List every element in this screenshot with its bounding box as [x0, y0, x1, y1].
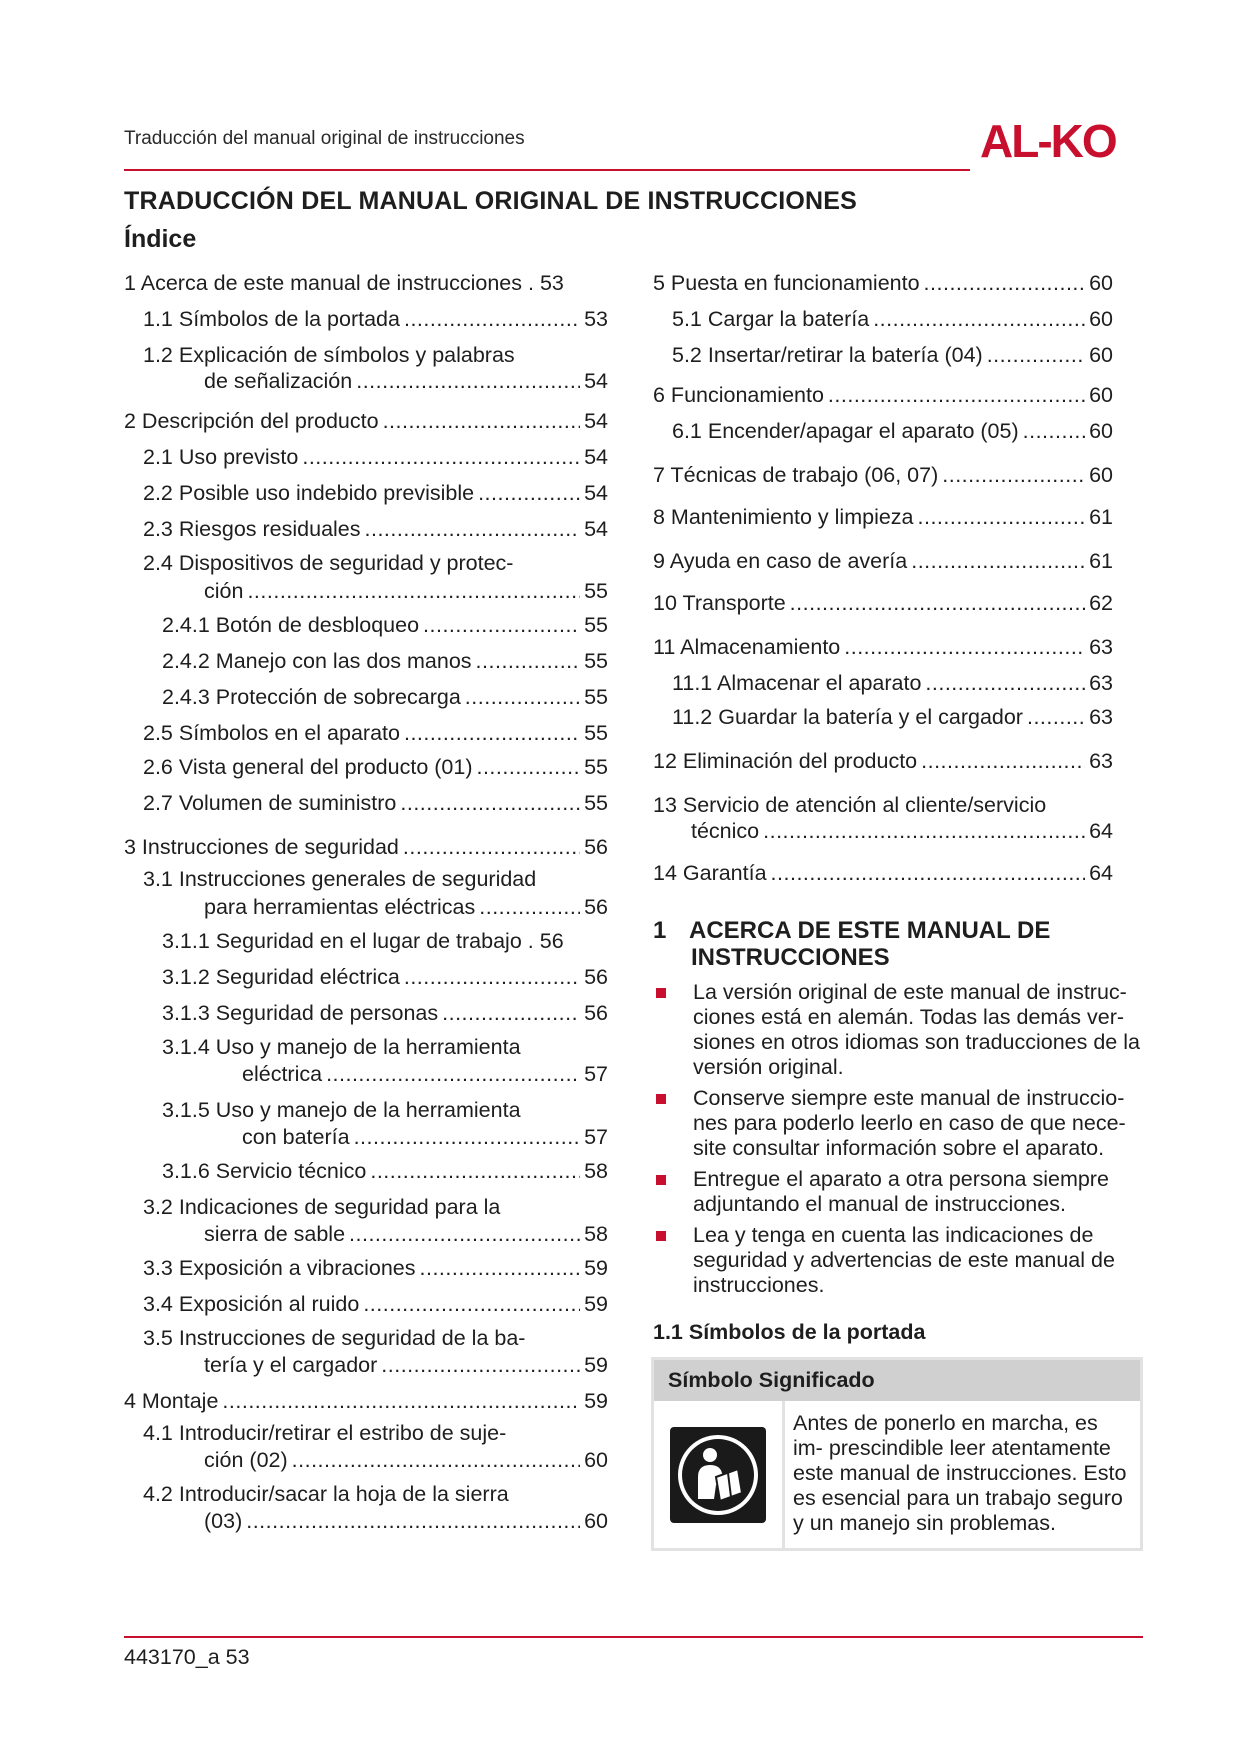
- toc-page: 60: [1089, 343, 1113, 367]
- toc-page: 55: [584, 755, 608, 779]
- toc-page: 55: [584, 791, 608, 815]
- toc-page: 54: [584, 409, 608, 433]
- toc-entry[interactable]: 11.2 Guardar la batería y el cargador ..... 63: [672, 704, 1131, 730]
- toc-page: 56: [584, 1001, 608, 1025]
- list-item: Lea y tenga en cuenta las indicaciones de seguridad y advertencias de este manual de instrucciones.: [653, 1223, 1143, 1298]
- toc-page: 55: [584, 649, 608, 673]
- toc-page: 56: [539, 929, 564, 953]
- header-meaning: Significado: [758, 1368, 875, 1392]
- toc-entry[interactable]: 10 Transporte ..... 62: [653, 590, 1131, 616]
- toc-entry[interactable]: 2.4 Dispositivos de seguridad y protec- ción ..... 55: [143, 550, 608, 604]
- toc-entry[interactable]: 3 Instrucciones de seguridad ..... 56: [124, 834, 608, 860]
- toc-right-column: [653, 270, 1131, 886]
- toc-entry[interactable]: 2.5 Símbolos en el aparato ..... 55: [143, 720, 608, 746]
- toc-page: 64: [1089, 819, 1113, 843]
- list-item: Entregue el aparato a otra persona siempre adjuntando el manual de instrucciones.: [653, 1167, 1143, 1217]
- toc-entry[interactable]: 8 Mantenimiento y limpieza ..... 61: [653, 504, 1131, 530]
- table-header-row: [653, 1359, 1142, 1402]
- section-1-title: [653, 917, 1113, 971]
- index-title: Índice: [124, 225, 197, 253]
- section-1-number: 1: [653, 917, 667, 944]
- toc-entry[interactable]: 13 Servicio de atención al cliente/servicio técnico ..... 64: [653, 792, 1131, 844]
- toc-page: 53: [584, 307, 608, 331]
- toc-page: 56: [584, 965, 608, 989]
- toc-entry[interactable]: 3.1.3 Seguridad de personas ..... 56: [162, 1000, 608, 1026]
- toc-entry[interactable]: 2.6 Vista general del producto (01) ..... 55: [143, 754, 608, 780]
- alko-logo: [980, 115, 1140, 163]
- toc-entry[interactable]: 3.1.5 Uso y manejo de la herramienta con batería ..... 57: [162, 1097, 608, 1150]
- section-1-1-title: 1.1 Símbolos de la portada: [653, 1320, 926, 1344]
- toc-entry[interactable]: 6 Funcionamiento ..... 60: [653, 382, 1131, 408]
- toc-page: 54: [584, 517, 608, 541]
- toc-left-column: [124, 270, 608, 1534]
- toc-entry[interactable]: 1 Acerca de este manual de instrucciones . 53: [124, 271, 564, 295]
- meaning-cell: Antes de ponerlo en marcha, es im- prescindible leer atentamente este manual de instrucciones. Esto es esencial para un trabajo seguro y un manejo sin problemas.: [793, 1411, 1127, 1535]
- bullet-square-icon: [656, 988, 666, 998]
- toc-page: 59: [584, 1292, 608, 1316]
- toc-page: 63: [1089, 749, 1113, 773]
- toc-page: 57: [584, 1125, 608, 1149]
- toc-page: 54: [584, 481, 608, 505]
- toc-entry[interactable]: 3.1.4 Uso y manejo de la herramienta eléctrica ..... 57: [162, 1034, 608, 1087]
- toc-page: 55: [584, 613, 608, 637]
- toc-entry[interactable]: 2.3 Riesgos residuales ..... 54: [143, 516, 608, 542]
- toc-entry[interactable]: 3.5 Instrucciones de seguridad de la ba- tería y el cargador ..... 59: [143, 1325, 608, 1378]
- header-text: Traducción del manual original de instrucciones: [124, 128, 525, 149]
- header-symbol: Símbolo: [668, 1368, 753, 1392]
- toc-entry[interactable]: 2.4.3 Protección de sobrecarga ..... 55: [162, 684, 608, 710]
- toc-entry[interactable]: 2.4.1 Botón de desbloqueo ..... 55: [162, 612, 608, 638]
- toc-page: 62: [1089, 591, 1113, 615]
- symbols-table: [651, 1357, 1143, 1551]
- toc-page: 60: [1089, 419, 1113, 443]
- toc-entry[interactable]: 2.1 Uso previsto ..... 54: [143, 444, 608, 470]
- footer-page-number: 443170_a 53: [124, 1645, 250, 1669]
- toc-page: 56: [584, 895, 608, 919]
- toc-page: 58: [584, 1159, 608, 1183]
- toc-page: 55: [584, 721, 608, 745]
- toc-page: 63: [1089, 705, 1113, 729]
- toc-entry[interactable]: 9 Ayuda en caso de avería ..... 61: [653, 548, 1131, 574]
- section-1-title-line1: ACERCA DE ESTE MANUAL DE: [689, 917, 1051, 944]
- toc-entry[interactable]: 3.3 Exposición a vibraciones ..... 59: [143, 1255, 608, 1281]
- footer-rule: [124, 1636, 1143, 1638]
- toc-page: 54: [584, 445, 608, 469]
- toc-page: 54: [584, 369, 608, 393]
- toc-page: 59: [584, 1353, 608, 1377]
- read-manual-icon: [670, 1427, 766, 1523]
- toc-entry[interactable]: 2 Descripción del producto ..... 54: [124, 408, 608, 434]
- toc-page: 60: [1089, 307, 1113, 331]
- toc-page: 53: [539, 271, 564, 295]
- toc-page: 63: [1089, 635, 1113, 659]
- document-title: TRADUCCIÓN DEL MANUAL ORIGINAL DE INSTRUCCIONES: [124, 187, 858, 215]
- toc-page: 60: [1089, 383, 1113, 407]
- toc-entry[interactable]: 2.4.2 Manejo con las dos manos ..... 55: [162, 648, 608, 674]
- table-header: [653, 1359, 1142, 1402]
- toc-page: 59: [584, 1389, 608, 1413]
- toc-page: 60: [1089, 463, 1113, 487]
- bullet-square-icon: [656, 1231, 666, 1241]
- toc-entry[interactable]: 3.1.1 Seguridad en el lugar de trabajo . 56: [162, 929, 564, 953]
- toc-entry[interactable]: 2.2 Posible uso indebido previsible ..... 54: [143, 480, 608, 506]
- toc-entry[interactable]: 4 Montaje ..... 59: [124, 1388, 608, 1414]
- toc-page: 56: [584, 835, 608, 859]
- toc-page: 61: [1089, 549, 1113, 573]
- list-item: La versión original de este manual de instruc- ciones está en alemán. Todas las demás ver- siones en otros idiomas son traducciones de la versión original.: [653, 980, 1143, 1080]
- toc-page: 60: [584, 1448, 608, 1472]
- toc-page: 57: [584, 1062, 608, 1086]
- toc-page: 60: [584, 1509, 608, 1533]
- toc-page: 61: [1089, 505, 1113, 529]
- toc-entry[interactable]: 4.2 Introducir/sacar la hoja de la sierra (03) ..... 60: [143, 1481, 608, 1534]
- bullet-square-icon: [656, 1175, 666, 1185]
- toc-entry[interactable]: 1.2 Explicación de símbolos y palabras de señalización ..... 54: [143, 342, 608, 394]
- toc-entry[interactable]: 5 Puesta en funcionamiento ..... 60: [653, 270, 1131, 296]
- toc-entry[interactable]: 5.1 Cargar la batería ..... 60: [672, 306, 1131, 332]
- toc-entry[interactable]: 4.1 Introducir/retirar el estribo de suje- ción (02) ..... 60: [143, 1420, 608, 1473]
- toc-entry[interactable]: 7 Técnicas de trabajo (06, 07) ..... 60: [653, 462, 1131, 488]
- toc-page: 63: [1089, 671, 1113, 695]
- toc-entry[interactable]: 3.1.6 Servicio técnico ..... 58: [162, 1158, 608, 1184]
- toc-page: 58: [584, 1222, 608, 1246]
- section-1-title-line2: INSTRUCCIONES: [691, 944, 890, 971]
- toc-entry[interactable]: 2.7 Volumen de suministro ..... 55: [143, 790, 608, 816]
- toc-page: 60: [1089, 271, 1113, 295]
- toc-page: 64: [1089, 861, 1113, 885]
- toc-entry[interactable]: 11.1 Almacenar el aparato ..... 63: [672, 670, 1131, 696]
- toc-page: 55: [584, 685, 608, 709]
- toc-entry[interactable]: 3.4 Exposición al ruido ..... 59: [143, 1291, 608, 1317]
- toc-entry[interactable]: 1.1 Símbolos de la portada ..... 53: [143, 306, 608, 332]
- toc-entry[interactable]: 3.2 Indicaciones de seguridad para la sierra de sable ..... 58: [143, 1194, 608, 1247]
- symbol-cell: [653, 1401, 784, 1550]
- toc-page: 59: [584, 1256, 608, 1280]
- toc-page: 55: [584, 579, 608, 603]
- toc-entry[interactable]: 12 Eliminación del producto ..... 63: [653, 748, 1131, 774]
- toc-entry[interactable]: 3.1 Instrucciones generales de seguridad para herramientas eléctricas ..... 56: [143, 866, 608, 920]
- table-row: [653, 1401, 1142, 1550]
- list-item: Conserve siempre este manual de instruccio- nes para poderlo leerlo en caso de que nece- site consultar información sobre el aparato.: [653, 1086, 1143, 1161]
- header-rule: [124, 169, 970, 171]
- toc-entry[interactable]: 3.1.2 Seguridad eléctrica ..... 56: [162, 964, 608, 990]
- alko-logo-text: AL-KO: [980, 115, 1116, 163]
- toc-entry[interactable]: 14 Garantía ..... 64: [653, 860, 1131, 886]
- toc-entry[interactable]: 11 Almacenamiento ..... 63: [653, 634, 1131, 660]
- toc-entry[interactable]: 5.2 Insertar/retirar la batería (04) ..... 60: [672, 342, 1131, 368]
- section-1-bullet-list: [653, 980, 1143, 1304]
- toc-entry[interactable]: 6.1 Encender/apagar el aparato (05) ..... 60: [672, 418, 1131, 444]
- bullet-square-icon: [656, 1094, 666, 1104]
